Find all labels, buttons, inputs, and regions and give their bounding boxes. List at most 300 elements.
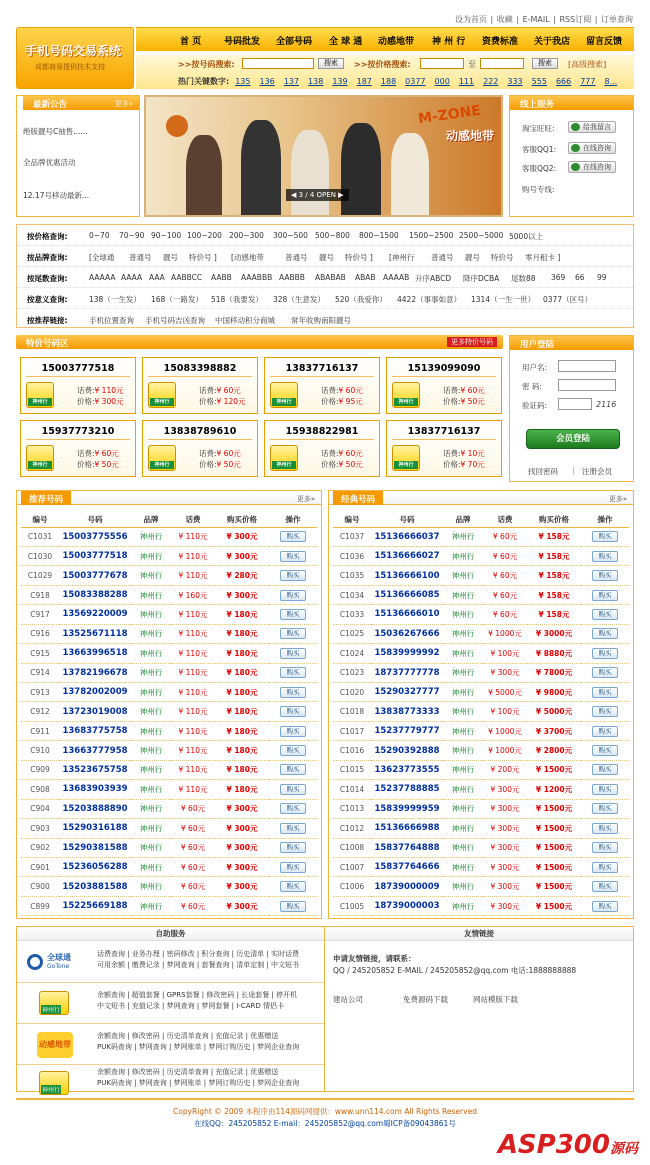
nav-about[interactable]: 关于我店 xyxy=(534,37,571,47)
nav-home[interactable]: 首 页 xyxy=(180,37,202,47)
set-homepage-link[interactable]: 设为首页 xyxy=(455,15,488,24)
buy-button[interactable]: 购买 xyxy=(592,784,618,795)
query-link[interactable]: 中国移动积分商城 xyxy=(215,316,275,325)
query-link[interactable]: 普通号 xyxy=(285,253,308,262)
row-code: C916 xyxy=(21,624,59,643)
query-link[interactable]: 靓号 xyxy=(465,253,480,262)
price-max-input[interactable] xyxy=(480,58,524,69)
buy-button[interactable]: 购买 xyxy=(280,628,306,639)
row-number[interactable]: 15136666100 xyxy=(371,566,443,585)
buy-button[interactable]: 购买 xyxy=(280,706,306,717)
row-action xyxy=(581,799,629,818)
notice-item[interactable]: 12.17号移动最新... xyxy=(23,191,90,200)
row-brand: 神州行 xyxy=(443,819,483,838)
hot-keyword[interactable]: 777 xyxy=(580,77,596,86)
favorite-link[interactable]: 收藏 xyxy=(496,15,513,24)
row-number[interactable]: 15290392888 xyxy=(371,741,443,760)
buy-button[interactable]: 购买 xyxy=(280,570,306,581)
gotone-logo-text: 全球通 xyxy=(47,953,71,962)
buy-button[interactable]: 购买 xyxy=(592,648,618,659)
buy-button[interactable]: 购买 xyxy=(592,862,618,873)
row-number[interactable]: 15839999959 xyxy=(371,799,443,818)
special-card[interactable] xyxy=(142,357,258,414)
special-fee: 话费:¥ 60元 xyxy=(199,449,241,458)
footer xyxy=(16,1098,634,1134)
row-number[interactable]: 13663777958 xyxy=(59,741,131,760)
footer-contact: 在线QQ：245205852 E-mail：245205852@qq.com蜀ICP备09043861号 xyxy=(194,1119,456,1128)
row-number[interactable]: 15136666988 xyxy=(371,819,443,838)
row-code: C1017 xyxy=(333,721,371,740)
row-number[interactable]: 15203881588 xyxy=(59,877,131,896)
row-number[interactable]: 15003775556 xyxy=(59,527,131,546)
query-link[interactable]: 800~1500 xyxy=(359,231,399,240)
row-number[interactable]: 13525671118 xyxy=(59,624,131,643)
mzone-logo-icon xyxy=(21,1030,93,1058)
row-code: C1025 xyxy=(333,624,371,643)
row-price: ¥ 180元 xyxy=(215,780,269,799)
query-link[interactable]: AAAA xyxy=(121,273,143,282)
easyown-logo-icon xyxy=(21,1071,93,1099)
hot-keyword[interactable]: 222 xyxy=(483,77,499,86)
row-action xyxy=(269,624,317,643)
notice-more-link[interactable]: 更多» xyxy=(114,100,133,108)
row-number[interactable]: 13782196678 xyxy=(59,663,131,682)
row-fee: ¥ 300元 xyxy=(483,663,527,682)
query-link[interactable]: 5000以上 xyxy=(509,232,544,241)
row-number[interactable]: 15136666027 xyxy=(371,546,443,565)
row-number[interactable]: 15837764666 xyxy=(371,857,443,876)
row-number[interactable]: 18739000009 xyxy=(371,877,443,896)
special-price: 价格:¥ 120元 xyxy=(199,397,246,406)
row-number[interactable]: 13523675758 xyxy=(59,760,131,779)
query-link[interactable]: 328（生意发） xyxy=(273,295,325,304)
query-link[interactable]: 90~100 xyxy=(151,231,182,240)
row-fee: ¥ 110元 xyxy=(171,546,215,565)
recommend-table xyxy=(21,513,317,916)
hot-keyword[interactable]: 0377 xyxy=(405,77,426,86)
query-link[interactable]: 66 xyxy=(575,273,585,282)
promo-banner[interactable] xyxy=(144,95,503,217)
special-card[interactable] xyxy=(264,357,380,414)
service-links[interactable]: 余额查询 | 修改密码 | 历史清单查询 | 充值记录 | 优惠赠送 PUK码查询 | 梦网查询 | 梦网账单 | 梦网订购历史 | 梦网企业查询 xyxy=(97,1032,300,1051)
classic-title: 经典号码 xyxy=(333,491,383,505)
row-price: ¥ 5000元 xyxy=(527,702,581,721)
banner-person xyxy=(291,130,329,215)
row-number[interactable]: 15237779777 xyxy=(371,721,443,740)
buy-button[interactable]: 购买 xyxy=(592,687,618,698)
qq-icon xyxy=(571,144,580,152)
query-link[interactable]: 518（我要发） xyxy=(211,295,263,304)
table-row xyxy=(333,663,629,682)
row-fee: ¥ 110元 xyxy=(171,702,215,721)
forgot-password-link[interactable]: 找回密码 xyxy=(528,467,558,476)
buy-button[interactable]: 购买 xyxy=(592,531,618,542)
nav-tariff[interactable]: 资费标准 xyxy=(482,37,519,47)
table-row xyxy=(333,877,629,896)
table-row xyxy=(333,683,629,702)
query-link[interactable]: 靓号 xyxy=(319,253,334,262)
row-price: ¥ 300元 xyxy=(215,838,269,857)
special-card[interactable] xyxy=(386,357,502,414)
friend-links-contact: QQ / 245205852 E-MAIL / 245205852@qq.com 电话:1888888888 xyxy=(333,966,577,975)
buy-button[interactable]: 购买 xyxy=(280,551,306,562)
row-number[interactable]: 15290327777 xyxy=(371,683,443,702)
special-more-button[interactable]: 更多特价号码 xyxy=(447,337,497,347)
register-link[interactable]: 注册会员 xyxy=(582,467,612,476)
row-number[interactable]: 13569220009 xyxy=(59,605,131,624)
table-row xyxy=(21,896,317,915)
row-action xyxy=(269,896,317,915)
advanced-search-link[interactable]: [高级搜索] xyxy=(568,60,607,69)
table-row xyxy=(21,857,317,876)
query-link[interactable]: 1314（一生一世） xyxy=(471,295,536,304)
hot-keyword[interactable]: 111 xyxy=(458,77,475,86)
table-row xyxy=(21,760,317,779)
easyown-logo-icon: 神州行 xyxy=(148,445,176,471)
query-link[interactable]: AAAAA xyxy=(89,273,116,282)
row-number[interactable]: 13623773555 xyxy=(371,760,443,779)
row-price: ¥ 300元 xyxy=(215,799,269,818)
qq2-consult-button[interactable] xyxy=(568,161,616,173)
easyown-logo-icon: 神州行 xyxy=(148,382,176,408)
query-link[interactable]: 2500~5000 xyxy=(459,231,504,240)
hot-keyword[interactable]: 139 xyxy=(332,77,348,86)
query-link[interactable]: 300~500 xyxy=(273,231,308,240)
nav-feedback[interactable]: 留言反馈 xyxy=(586,37,623,47)
password-input[interactable] xyxy=(558,379,616,391)
row-number[interactable]: 15290316188 xyxy=(59,819,131,838)
query-link[interactable]: 4422（事事如意） xyxy=(397,295,462,304)
friend-link[interactable]: 免费源码下载 xyxy=(403,995,448,1004)
row-number[interactable]: 15290381588 xyxy=(59,838,131,857)
row-brand: 神州行 xyxy=(443,585,483,604)
row-number[interactable]: 15036267666 xyxy=(371,624,443,643)
notice-panel xyxy=(16,95,140,217)
row-action xyxy=(581,644,629,663)
row-code: C1014 xyxy=(333,780,371,799)
row-brand: 神州行 xyxy=(443,721,483,740)
buy-button[interactable]: 购买 xyxy=(280,842,306,853)
qq-icon xyxy=(571,163,580,171)
query-link[interactable]: 100~200 xyxy=(187,231,222,240)
buy-button[interactable]: 购买 xyxy=(280,881,306,892)
buy-button[interactable]: 购买 xyxy=(592,745,618,756)
query-link[interactable]: 特价号 ] xyxy=(189,253,217,262)
row-number[interactable]: 18739000003 xyxy=(371,896,443,915)
qq1-consult-button[interactable] xyxy=(568,142,616,154)
nav-gotone[interactable]: 全 球 通 xyxy=(329,37,363,47)
friend-links-title: 友情链接 xyxy=(325,927,633,941)
nav-wholesale[interactable]: 号码批发 xyxy=(224,37,261,47)
row-code: C1020 xyxy=(333,683,371,702)
login-panel xyxy=(509,335,634,482)
service-links[interactable]: 余额查询 | 修改密码 | 历史清单查询 | 充值记录 | 优惠赠送 PUK码查询 | 梦网查询 | 梦网账单 | 梦网订购历史 | 梦网企业查询 xyxy=(97,1068,300,1087)
table-row xyxy=(333,741,629,760)
row-number[interactable]: 18737777778 xyxy=(371,663,443,682)
table-row xyxy=(333,644,629,663)
row-brand: 神州行 xyxy=(443,663,483,682)
row-price: ¥ 2800元 xyxy=(527,741,581,760)
query-link[interactable]: 0377（区号） xyxy=(543,295,593,304)
query-link[interactable]: 普通号 xyxy=(431,253,454,262)
buy-button[interactable]: 购买 xyxy=(592,803,618,814)
price-min-input[interactable] xyxy=(420,58,464,69)
row-code: C1024 xyxy=(333,644,371,663)
notice-item[interactable]: 全品牌优惠活动 xyxy=(23,158,76,167)
query-link[interactable]: ABABAB xyxy=(315,273,346,282)
query-link[interactable]: 0~70 xyxy=(89,231,110,240)
buy-button[interactable]: 购买 xyxy=(280,745,306,756)
query-link[interactable]: 零月租卡 ] xyxy=(525,253,561,262)
row-price: ¥ 1200元 xyxy=(527,780,581,799)
query-link[interactable]: AAAAB xyxy=(383,273,410,282)
query-link[interactable]: 369 xyxy=(551,273,566,282)
query-link[interactable]: 升序ABCD xyxy=(415,274,452,283)
row-number[interactable]: 13683903939 xyxy=(59,780,131,799)
query-link[interactable]: [动感地带 xyxy=(231,253,264,262)
row-action xyxy=(581,838,629,857)
row-number[interactable]: 15839999992 xyxy=(371,644,443,663)
row-brand: 神州行 xyxy=(131,857,171,876)
query-link[interactable]: 手机号码吉凶查询 xyxy=(145,316,205,325)
query-link[interactable]: 常年收购南阳靓号 xyxy=(291,316,351,325)
row-price: ¥ 3700元 xyxy=(527,721,581,740)
query-link[interactable]: 138（一生发） xyxy=(89,295,141,304)
table-row xyxy=(333,760,629,779)
login-button[interactable] xyxy=(526,429,620,449)
row-number[interactable]: 13838773333 xyxy=(371,702,443,721)
banner-brand: M-ZONE xyxy=(417,102,482,128)
buy-button[interactable]: 购买 xyxy=(280,862,306,873)
row-number[interactable]: 13683775758 xyxy=(59,721,131,740)
buy-button[interactable]: 购买 xyxy=(592,842,618,853)
query-link[interactable]: AAABBB xyxy=(241,273,273,282)
service-links[interactable]: 话费查询 | 业务办理 | 密码修改 | 积分查询 | 历史清单 | 实时话费 可用余额 | 缴费记录 | 梦网查询 | 套餐查询 | 清单定制 | 中文短书 xyxy=(97,950,300,969)
nav-easyown[interactable]: 神 州 行 xyxy=(432,37,466,47)
special-number: 15083398882 xyxy=(163,363,237,374)
hot-keyword[interactable]: 000 xyxy=(434,77,450,86)
buy-button[interactable]: 购买 xyxy=(280,687,306,698)
row-number[interactable]: 15003777678 xyxy=(59,566,131,585)
query-link[interactable]: 500~800 xyxy=(315,231,350,240)
friend-link[interactable]: 网站模版下载 xyxy=(473,995,518,1004)
hot-keyword[interactable]: 555 xyxy=(531,77,547,86)
buy-button[interactable]: 购买 xyxy=(280,823,306,834)
captcha-image: 2116 xyxy=(596,400,617,409)
col-action: 操作 xyxy=(269,513,317,527)
easyown-logo-icon: 神州行 xyxy=(392,382,420,408)
friend-links-apply: 申请友情链接，请联系： xyxy=(333,954,416,963)
row-brand: 神州行 xyxy=(443,838,483,857)
query-link[interactable]: 168（一路发） xyxy=(151,295,203,304)
buy-button[interactable]: 购买 xyxy=(592,609,618,620)
row-number[interactable]: 15003777518 xyxy=(59,546,131,565)
buy-button[interactable]: 购买 xyxy=(280,648,306,659)
order-query-link[interactable]: 订单查询 xyxy=(601,15,633,24)
username-input[interactable] xyxy=(558,360,616,372)
query-link[interactable]: 尾数88 xyxy=(511,274,536,283)
banner-controls[interactable]: ◀ 3 / 4 OPEN ▶ xyxy=(286,189,349,201)
buy-button[interactable]: 购买 xyxy=(592,706,618,717)
site-logo[interactable] xyxy=(16,27,134,89)
row-price: ¥ 8880元 xyxy=(527,644,581,663)
buy-button[interactable]: 购买 xyxy=(280,901,306,912)
row-price: ¥ 1500元 xyxy=(527,896,581,915)
hot-keyword[interactable]: 137 xyxy=(283,77,300,86)
buy-button[interactable]: 购买 xyxy=(280,590,306,601)
logo-title: 手机号码交易系统 xyxy=(25,44,122,58)
buy-button[interactable]: 购买 xyxy=(592,570,618,581)
notice-item[interactable]: 绝版靓号C抽售...... xyxy=(23,127,88,136)
buy-button[interactable]: 购买 xyxy=(280,667,306,678)
hot-keyword[interactable]: 136 xyxy=(259,77,275,86)
nav-all-numbers[interactable]: 全部号码 xyxy=(276,37,313,47)
number-search-input[interactable] xyxy=(242,58,314,69)
row-number[interactable]: 15083388288 xyxy=(59,585,131,604)
brand-query-label: 按品牌查询: xyxy=(27,253,68,262)
special-card[interactable] xyxy=(264,420,380,477)
hot-keyword[interactable]: 138 xyxy=(308,77,324,86)
rss-link[interactable]: RSS订阅 xyxy=(559,15,592,24)
buy-button[interactable]: 购买 xyxy=(280,531,306,542)
login-button-label: 会员登陆 xyxy=(555,434,590,444)
row-price: ¥ 180元 xyxy=(215,683,269,702)
query-link[interactable]: 70~90 xyxy=(119,231,145,240)
query-link[interactable]: AABBCC xyxy=(171,273,203,282)
buy-button[interactable]: 购买 xyxy=(280,784,306,795)
query-link[interactable]: 200~300 xyxy=(229,231,264,240)
banner-person xyxy=(241,120,281,215)
row-brand: 神州行 xyxy=(131,877,171,896)
query-link[interactable]: AAA xyxy=(149,273,165,282)
row-number[interactable]: 13782002009 xyxy=(59,683,131,702)
footer-copyright: CopyRight © 2009 本程序由114源码网提供：www.unn114.com All Rights Reserved xyxy=(173,1107,477,1116)
query-link[interactable]: AABBB xyxy=(279,273,305,282)
special-card[interactable] xyxy=(142,420,258,477)
row-code: C1033 xyxy=(333,605,371,624)
row-code: C902 xyxy=(21,838,59,857)
table-row xyxy=(21,838,317,857)
row-number[interactable]: 13663996518 xyxy=(59,644,131,663)
row-price: ¥ 1500元 xyxy=(527,877,581,896)
table-row xyxy=(333,799,629,818)
buy-button[interactable]: 购买 xyxy=(592,764,618,775)
row-fee: ¥ 1000元 xyxy=(483,741,527,760)
buy-button[interactable]: 购买 xyxy=(592,881,618,892)
buy-button[interactable]: 购买 xyxy=(592,726,618,737)
row-brand: 神州行 xyxy=(131,683,171,702)
query-link[interactable]: 靓号 xyxy=(163,253,178,262)
buy-button[interactable]: 购买 xyxy=(592,667,618,678)
query-link[interactable]: 特价号 ] xyxy=(345,253,373,262)
hot-keywords-label: 热门关键数字: xyxy=(178,77,230,86)
email-link[interactable]: E-MAIL xyxy=(522,15,550,24)
nav-mzone[interactable]: 动感地带 xyxy=(378,37,415,47)
row-number[interactable]: 15136666085 xyxy=(371,585,443,604)
hot-keyword[interactable]: 333 xyxy=(507,77,523,86)
query-link[interactable]: 特价号 xyxy=(491,253,514,262)
friend-link[interactable]: 建站公司 xyxy=(333,995,363,1004)
row-fee: ¥ 1000元 xyxy=(483,721,527,740)
row-code: C911 xyxy=(21,721,59,740)
buy-button[interactable]: 购买 xyxy=(592,823,618,834)
query-link[interactable]: 普通号 xyxy=(129,253,152,262)
buy-button[interactable]: 购买 xyxy=(592,590,618,601)
hot-keyword[interactable]: 135 xyxy=(235,77,251,86)
buy-button[interactable]: 购买 xyxy=(280,764,306,775)
row-price: ¥ 180元 xyxy=(215,721,269,740)
buy-button[interactable]: 购买 xyxy=(592,628,618,639)
row-price: ¥ 300元 xyxy=(215,546,269,565)
special-card[interactable] xyxy=(386,420,502,477)
hotline-label: 购号专线: xyxy=(522,185,555,194)
buy-button[interactable]: 购买 xyxy=(280,609,306,620)
row-code: C1018 xyxy=(333,702,371,721)
special-card[interactable] xyxy=(20,357,136,414)
watermark-logo: ASP300源码 xyxy=(497,1130,638,1160)
query-link[interactable]: ABAB xyxy=(355,273,376,282)
row-number[interactable]: 15225669188 xyxy=(59,896,131,915)
table-row xyxy=(333,721,629,740)
special-card[interactable] xyxy=(20,420,136,477)
service-links[interactable]: 余额查询 | 超值套餐 | GPRS套餐 | 修改密码 | 长途套餐 | 停开机 中文短书 | 充值记录 | 梦网查询 | 梦网套餐 | I-CARD 情侣卡 xyxy=(97,991,297,1010)
row-number[interactable]: 15203888890 xyxy=(59,799,131,818)
query-link[interactable]: 1500~2500 xyxy=(409,231,454,240)
logo-subtitle: 成都商易提供技术支持 xyxy=(35,63,105,71)
table-row xyxy=(21,799,317,818)
hot-keyword[interactable]: 666 xyxy=(555,77,572,86)
row-number[interactable]: 15136666010 xyxy=(371,605,443,624)
hot-keyword[interactable]: 8... xyxy=(604,77,618,86)
buy-button[interactable]: 购买 xyxy=(280,726,306,737)
username-label: 用户名: xyxy=(522,363,548,372)
query-link[interactable]: 手机位置查询 xyxy=(89,316,134,325)
row-number[interactable]: 15237788885 xyxy=(371,780,443,799)
query-link[interactable]: 99 xyxy=(597,273,607,282)
number-search-button[interactable]: 搜索 xyxy=(318,58,344,69)
row-number[interactable]: 15136666037 xyxy=(371,527,443,546)
recommend-more-link[interactable]: 更多» xyxy=(296,495,315,503)
row-code: C913 xyxy=(21,683,59,702)
top-links: 设为首页 | 收藏 | E-MAIL | RSS订阅 | 订单查询 xyxy=(455,15,633,24)
buy-button[interactable]: 购买 xyxy=(592,901,618,912)
taobao-message-button[interactable] xyxy=(568,121,616,133)
friend-links-panel xyxy=(325,926,634,1092)
row-fee: ¥ 60元 xyxy=(483,585,527,604)
captcha-input[interactable] xyxy=(558,398,592,410)
price-search-button[interactable]: 搜索 xyxy=(532,58,558,69)
row-price: ¥ 300元 xyxy=(215,896,269,915)
row-fee: ¥ 110元 xyxy=(171,760,215,779)
buy-button[interactable]: 购买 xyxy=(592,551,618,562)
special-fee: 话费:¥ 110元 xyxy=(77,386,124,395)
row-number[interactable]: 15236056288 xyxy=(59,857,131,876)
query-link[interactable]: [神州行 xyxy=(389,253,415,262)
query-link[interactable]: 降序DCBA xyxy=(463,274,500,283)
query-link[interactable]: [全球通 xyxy=(89,253,115,262)
banner-person xyxy=(391,133,429,215)
hot-keyword[interactable]: 187 xyxy=(356,77,372,86)
row-number[interactable]: 13723019008 xyxy=(59,702,131,721)
buy-button[interactable]: 购买 xyxy=(280,803,306,814)
query-link[interactable]: 520（我爱你） xyxy=(335,295,387,304)
classic-more-link[interactable]: 更多» xyxy=(608,495,627,503)
hot-keyword[interactable]: 188 xyxy=(380,77,397,86)
row-price: ¥ 158元 xyxy=(527,585,581,604)
table-row xyxy=(333,624,629,643)
row-number[interactable]: 15837764888 xyxy=(371,838,443,857)
query-link[interactable]: AABB xyxy=(211,273,232,282)
